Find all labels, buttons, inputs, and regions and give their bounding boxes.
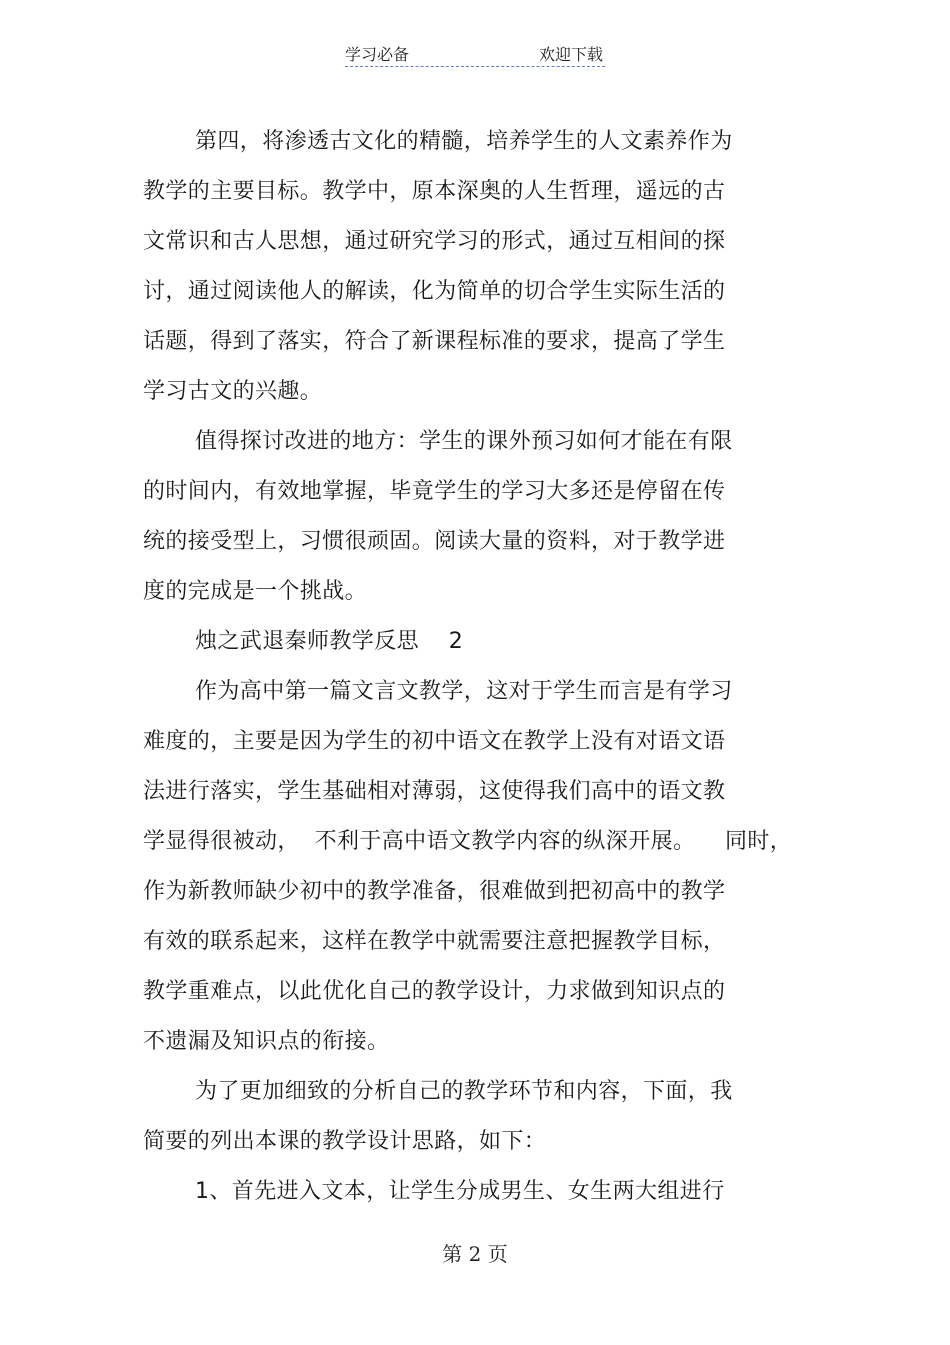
paragraph-line: 文常识和古人思想，通过研究学习的形式，通过互相间的探 [143,229,726,254]
document-body [143,120,823,1220]
paragraph-line: 值得探讨改进的地方：学生的课外预习如何才能在有限 [195,429,733,454]
list-item: 1、首先进入文本，让学生分成男生、女生两大组进行 [195,1179,725,1204]
paragraph-line: 统的接受型上，习惯很顽固。阅读大量的资料，对于教学进 [143,529,726,554]
paragraph-line: 作为新教师缺少初中的教学准备，很难做到把初高中的教学 [143,879,726,904]
paragraph-line: 学显得很被动， 不利于高中语文教学内容的纵深开展。 同时， [143,829,793,854]
page-number: 第 2 页 [442,1242,508,1266]
paragraph-line: 不遗漏及知识点的衔接。 [143,1029,390,1054]
header-right-text: 欢迎下载 [538,45,603,64]
paragraph-line: 教学重难点，以此优化自己的教学设计，力求做到知识点的 [143,979,726,1004]
paragraph-line: 学习古文的兴趣。 [143,379,323,404]
paragraph-line: 教学的主要目标。教学中，原本深奥的人生哲理，遥远的古 [143,179,726,204]
paragraph-line: 难度的，主要是因为学生的初中语文在教学上没有对语文语 [143,729,726,754]
paragraph-line: 有效的联系起来，这样在教学中就需要注意把握教学目标， [143,929,726,954]
page-header [345,40,605,67]
paragraph-line: 法进行落实，学生基础相对薄弱，这使得我们高中的语文教 [143,779,726,804]
paragraph-line: 第四，将渗透古文化的精髓，培养学生的人文素养作为 [195,129,733,154]
paragraph-line: 度的完成是一个挑战。 [143,579,368,604]
paragraph-line: 简要的列出本课的教学设计思路，如下： [143,1129,547,1154]
paragraph-line: 的时间内，有效地掌握，毕竟学生的学习大多还是停留在传 [143,479,726,504]
header-left-text: 学习必备 [345,45,410,64]
paragraph-line: 讨，通过阅读他人的解读，化为简单的切合学生实际生活的 [143,279,726,304]
paragraph-line: 为了更加细致的分析自己的教学环节和内容，下面，我 [195,1079,733,1104]
section-heading: 烛之武退秦师教学反思 2 [195,629,464,654]
paragraph-line: 话题，得到了落实，符合了新课程标准的要求，提高了学生 [143,329,726,354]
paragraph-line: 作为高中第一篇文言文教学，这对于学生而言是有学习 [195,679,733,704]
